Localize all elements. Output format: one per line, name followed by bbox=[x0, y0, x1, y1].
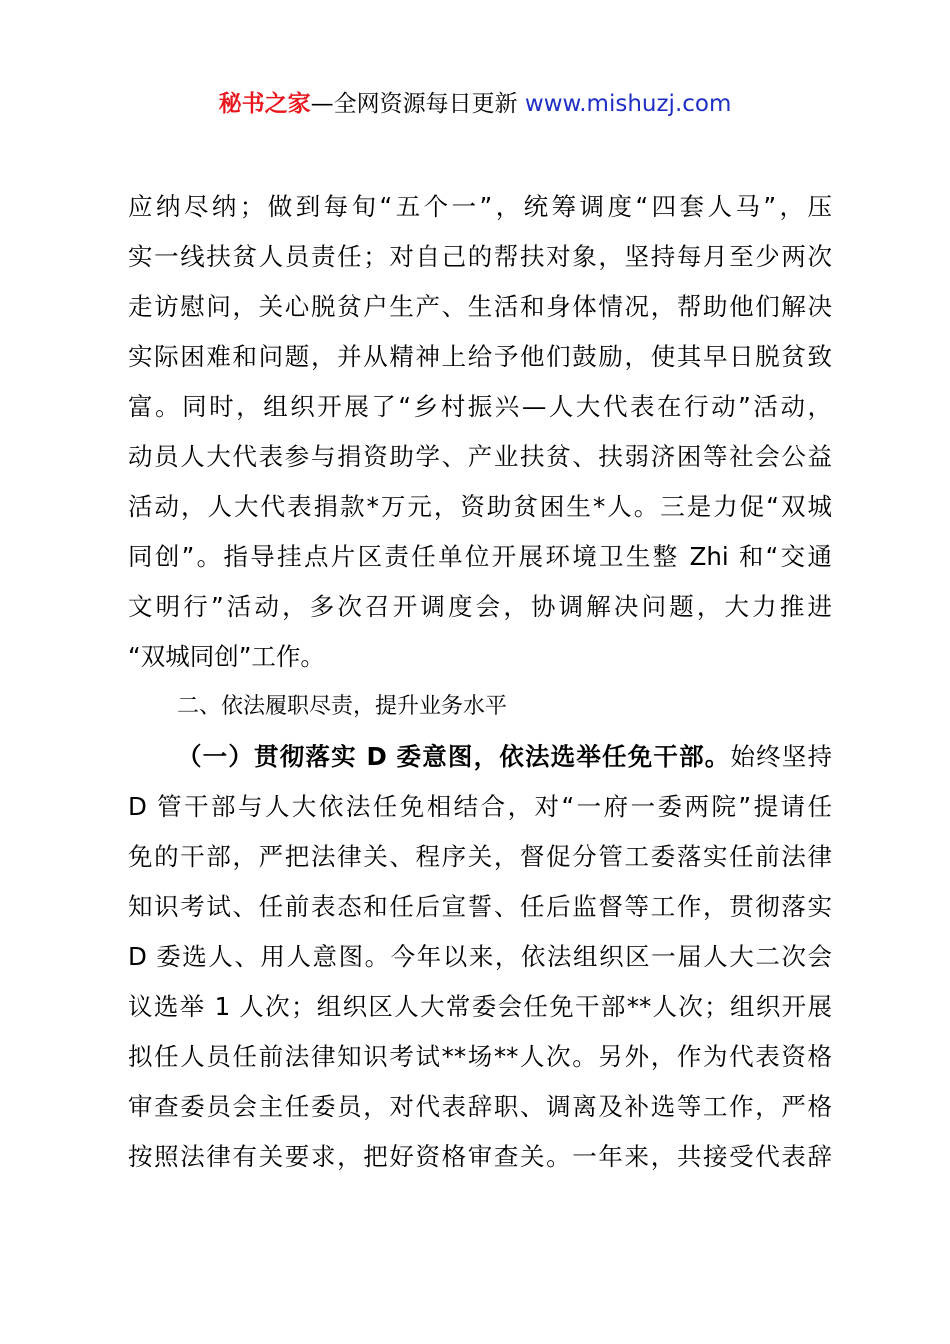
document-body bbox=[128, 182, 832, 1182]
paragraph-line: 议选举 1 人次；组织区人大常委会任免干部**人次；组织开展 bbox=[128, 992, 832, 1021]
paragraph-line: 实际困难和问题，并从精神上给予他们鼓励，使其早日脱贫致 bbox=[128, 342, 832, 371]
paragraph-line: 富。同时，组织开展了“乡村振兴—人大代表在行动”活动， bbox=[128, 392, 832, 421]
paragraph-line: 实一线扶贫人员责任；对自己的帮扶对象，坚持每月至少两次 bbox=[128, 242, 832, 271]
paragraph-line: 应纳尽纳；做到每旬“五个一”，统筹调度“四套人马”，压 bbox=[128, 192, 832, 221]
paragraph-line: 活动，人大代表捐款*万元，资助贫困生*人。三是力促“双城 bbox=[128, 492, 832, 521]
paragraph-line: “双城同创”工作。 bbox=[128, 642, 325, 671]
paragraph-line: 知识考试、任前表态和任后宣誓、任后监督等工作，贯彻落实 bbox=[128, 892, 832, 921]
paragraph-line: 免的干部，严把法律关、程序关，督促分管工委落实任前法律 bbox=[128, 842, 832, 871]
paragraph-line: 按照法律有关要求，把好资格审查关。一年来，共接受代表辞 bbox=[128, 1142, 832, 1171]
paragraph-line: 文明行”活动，多次召开调度会，协调解决问题，大力推进 bbox=[128, 592, 832, 621]
subsection-first-line bbox=[128, 732, 832, 782]
paragraph-line: 审查委员会主任委员，对代表辞职、调离及补选等工作，严格 bbox=[128, 1092, 832, 1121]
paragraph-line: 动员人大代表参与捐资助学、产业扶贫、扶弱济困等社会公益 bbox=[128, 442, 832, 471]
header-brand: 秘书之家 bbox=[218, 91, 311, 117]
paragraph-line: 走访慰问，关心脱贫户生产、生活和身体情况，帮助他们解决 bbox=[128, 292, 832, 321]
paragraph-line: 同创”。指导挂点片区责任单位开展环境卫生整 Zhi 和“交通 bbox=[128, 542, 832, 571]
paragraph-line: 拟任人员任前法律知识考试**场**人次。另外，作为代表资格 bbox=[128, 1042, 832, 1071]
paragraph-line: D 管干部与人大依法任免相结合，对“一府一委两院”提请任 bbox=[128, 792, 832, 821]
paragraph-line: D 委选人、用人意图。今年以来，依法组织区一届人大二次会 bbox=[128, 942, 832, 971]
section-heading: 二、依法履职尽责，提升业务水平 bbox=[177, 694, 508, 719]
header-tagline: —全网资源每日更新 bbox=[310, 91, 518, 117]
subsection-first-line-rest: 始终坚持 bbox=[730, 742, 832, 771]
page-header bbox=[0, 86, 950, 122]
subsection-title: （一）贯彻落实 D 委意图，依法选举任免干部。 bbox=[177, 742, 731, 771]
header-site-link[interactable]: www.mishuzj.com bbox=[517, 91, 732, 117]
